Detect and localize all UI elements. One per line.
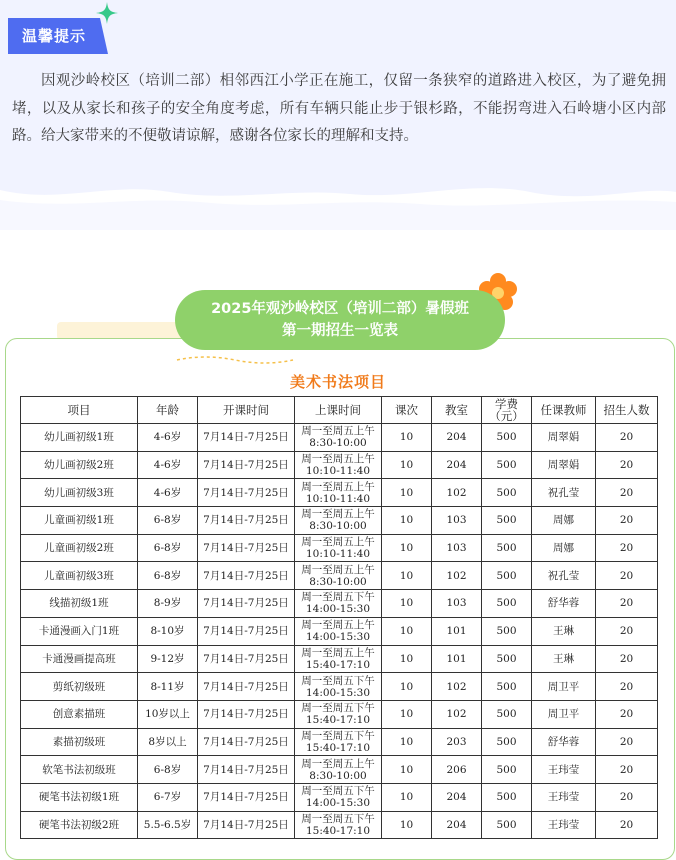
cell-project: 硬笔书法初级1班 (21, 783, 138, 811)
class-time-hours: 8:30-10:00 (309, 769, 367, 782)
cell-dates: 7月14日-7月25日 (198, 617, 295, 645)
cell-time (295, 756, 382, 784)
cell-project: 儿童画初级3班 (21, 562, 138, 590)
class-time-days: 周一至周五下午 (301, 702, 375, 715)
cell-teacher: 周娜 (532, 507, 596, 535)
cell-teacher: 王玮莹 (532, 756, 596, 784)
cell-dates: 7月14日-7月25日 (198, 756, 295, 784)
cell-sessions: 10 (382, 728, 432, 756)
class-time-days: 周一至周五上午 (301, 646, 375, 659)
cell-room: 103 (432, 534, 482, 562)
cell-project: 硬笔书法初级2班 (21, 811, 138, 839)
class-time-days: 周一至周五下午 (301, 729, 375, 742)
col-header-start-dates: 开课时间 (198, 397, 295, 424)
cell-room: 101 (432, 617, 482, 645)
cell-project: 素描初级班 (21, 728, 138, 756)
notice-tag-label: 温馨提示 (21, 27, 86, 45)
cell-dates: 7月14日-7月25日 (198, 424, 295, 452)
cell-teacher: 周娜 (532, 534, 596, 562)
cell-quota: 20 (596, 645, 658, 673)
cell-sessions: 10 (382, 617, 432, 645)
title-line-2: 第一期招生一览表 (282, 323, 398, 339)
table-row (21, 700, 658, 728)
cell-room: 204 (432, 424, 482, 452)
cell-time (295, 451, 382, 479)
cell-project: 儿童画初级2班 (21, 534, 138, 562)
cell-room: 103 (432, 507, 482, 535)
notice-tag (8, 18, 108, 54)
cell-teacher: 王玮莹 (532, 811, 596, 839)
cell-project: 儿童画初级1班 (21, 507, 138, 535)
cell-quota: 20 (596, 756, 658, 784)
cell-quota: 20 (596, 700, 658, 728)
class-time-days: 周一至周五上午 (301, 619, 375, 632)
cell-teacher: 周卫平 (532, 700, 596, 728)
cell-teacher: 舒华蓉 (532, 728, 596, 756)
cell-age: 8-10岁 (138, 617, 198, 645)
cell-quota: 20 (596, 811, 658, 839)
cell-dates: 7月14日-7月25日 (198, 783, 295, 811)
col-header-teacher: 任课教师 (532, 397, 596, 424)
cell-room: 204 (432, 811, 482, 839)
notice-panel (0, 0, 676, 215)
class-time-days: 周一至周五下午 (301, 591, 375, 604)
table-row (21, 617, 658, 645)
cell-room: 204 (432, 783, 482, 811)
cell-teacher: 舒华蓉 (532, 590, 596, 618)
cell-teacher: 周翠娟 (532, 424, 596, 452)
cell-age: 6-8岁 (138, 507, 198, 535)
table-row (21, 479, 658, 507)
cell-project: 幼儿画初级1班 (21, 424, 138, 452)
cell-dates: 7月14日-7月25日 (198, 590, 295, 618)
cell-quota: 20 (596, 562, 658, 590)
cell-room: 203 (432, 728, 482, 756)
class-time-hours: 10:10-11:40 (305, 465, 371, 478)
cell-age: 4-6岁 (138, 451, 198, 479)
cell-room: 102 (432, 700, 482, 728)
cell-time (295, 562, 382, 590)
table-row (21, 507, 658, 535)
col-header-room: 教室 (432, 397, 482, 424)
cell-quota: 20 (596, 534, 658, 562)
class-time-hours: 10:10-11:40 (305, 548, 371, 561)
cell-age: 8-11岁 (138, 673, 198, 701)
cell-room: 206 (432, 756, 482, 784)
table-row (21, 562, 658, 590)
cell-quota: 20 (596, 728, 658, 756)
cell-age: 8-9岁 (138, 590, 198, 618)
cell-project: 剪纸初级班 (21, 673, 138, 701)
cell-sessions: 10 (382, 424, 432, 452)
cell-time (295, 700, 382, 728)
title-line-1: 2025年观沙岭校区（培训二部）暑假班 (211, 301, 469, 317)
class-time-hours: 14:00-15:30 (305, 631, 371, 644)
cell-room: 101 (432, 645, 482, 673)
class-time-days: 周一至周五下午 (301, 674, 375, 687)
schedule-table (20, 396, 658, 839)
dotted-decoration (175, 352, 295, 366)
section-title: 美术书法项目 (289, 373, 386, 391)
cell-time (295, 811, 382, 839)
cell-quota: 20 (596, 424, 658, 452)
class-time-hours: 14:00-15:30 (305, 603, 371, 616)
table-row (21, 811, 658, 839)
cell-sessions: 10 (382, 451, 432, 479)
cell-teacher: 王琳 (532, 617, 596, 645)
class-time-hours: 8:30-10:00 (309, 437, 367, 450)
cell-teacher: 祝孔莹 (532, 479, 596, 507)
cell-fee: 500 (482, 479, 532, 507)
cell-fee: 500 (482, 424, 532, 452)
cell-age: 10岁以上 (138, 700, 198, 728)
cell-fee: 500 (482, 562, 532, 590)
cell-age: 6-7岁 (138, 783, 198, 811)
cell-project: 创意素描班 (21, 700, 138, 728)
cell-dates: 7月14日-7月25日 (198, 534, 295, 562)
cell-fee: 500 (482, 645, 532, 673)
cell-time (295, 479, 382, 507)
class-time-days: 周一至周五上午 (301, 453, 375, 466)
cell-room: 103 (432, 590, 482, 618)
table-row (21, 424, 658, 452)
class-time-days: 周一至周五上午 (301, 563, 375, 576)
cell-room: 102 (432, 673, 482, 701)
cell-age: 6-8岁 (138, 562, 198, 590)
cell-dates: 7月14日-7月25日 (198, 451, 295, 479)
class-time-hours: 15:40-17:10 (305, 741, 371, 754)
table-row (21, 534, 658, 562)
class-time-days: 周一至周五上午 (301, 536, 375, 549)
cell-room: 204 (432, 451, 482, 479)
table-row (21, 590, 658, 618)
cell-fee: 500 (482, 590, 532, 618)
cell-dates: 7月14日-7月25日 (198, 700, 295, 728)
cell-sessions: 10 (382, 590, 432, 618)
cell-age: 6-8岁 (138, 756, 198, 784)
table-row (21, 673, 658, 701)
cell-quota: 20 (596, 673, 658, 701)
table-row (21, 783, 658, 811)
cell-time (295, 507, 382, 535)
cell-teacher: 周翠娟 (532, 451, 596, 479)
class-time-days: 周一至周五下午 (301, 812, 375, 825)
cell-fee: 500 (482, 534, 532, 562)
class-time-hours: 14:00-15:30 (305, 797, 371, 810)
col-header-project: 项目 (21, 397, 138, 424)
cell-project: 幼儿画初级2班 (21, 451, 138, 479)
cell-sessions: 10 (382, 534, 432, 562)
cell-fee: 500 (482, 728, 532, 756)
class-time-hours: 14:00-15:30 (305, 686, 371, 699)
cell-sessions: 10 (382, 645, 432, 673)
class-time-days: 周一至周五上午 (301, 508, 375, 521)
cell-project: 线描初级1班 (21, 590, 138, 618)
cell-dates: 7月14日-7月25日 (198, 507, 295, 535)
cell-sessions: 10 (382, 700, 432, 728)
wave-divider (0, 170, 676, 230)
cell-age: 8岁以上 (138, 728, 198, 756)
cell-time (295, 534, 382, 562)
class-time-hours: 15:40-17:10 (305, 658, 371, 671)
cell-quota: 20 (596, 451, 658, 479)
cell-dates: 7月14日-7月25日 (198, 562, 295, 590)
class-time-days: 周一至周五下午 (301, 785, 375, 798)
class-time-hours: 8:30-10:00 (309, 520, 367, 533)
sparkle-icon (96, 2, 118, 24)
cell-quota: 20 (596, 507, 658, 535)
class-time-hours: 15:40-17:10 (305, 714, 371, 727)
cell-sessions: 10 (382, 811, 432, 839)
col-header-quota: 招生人数 (596, 397, 658, 424)
cell-dates: 7月14日-7月25日 (198, 479, 295, 507)
class-time-days: 周一至周五上午 (301, 480, 375, 493)
cell-teacher: 王玮莹 (532, 783, 596, 811)
cell-project: 卡通漫画入门1班 (21, 617, 138, 645)
col-header-class-time: 上课时间 (295, 397, 382, 424)
class-time-hours: 10:10-11:40 (305, 492, 371, 505)
cell-quota: 20 (596, 590, 658, 618)
cell-project: 软笔书法初级班 (21, 756, 138, 784)
cell-sessions: 10 (382, 783, 432, 811)
cell-sessions: 10 (382, 479, 432, 507)
cell-project: 卡通漫画提高班 (21, 645, 138, 673)
cell-age: 6-8岁 (138, 534, 198, 562)
class-time-hours: 8:30-10:00 (309, 575, 367, 588)
enrollment-title (175, 290, 505, 350)
table-body (21, 424, 658, 839)
cell-fee: 500 (482, 783, 532, 811)
class-time-hours: 15:40-17:10 (305, 824, 371, 837)
cell-fee: 500 (482, 811, 532, 839)
cell-time (295, 617, 382, 645)
cell-time (295, 590, 382, 618)
cell-dates: 7月14日-7月25日 (198, 728, 295, 756)
cell-fee: 500 (482, 617, 532, 645)
cell-time (295, 673, 382, 701)
table-row (21, 645, 658, 673)
cell-sessions: 10 (382, 507, 432, 535)
cell-dates: 7月14日-7月25日 (198, 811, 295, 839)
cell-room: 102 (432, 479, 482, 507)
cell-fee: 500 (482, 507, 532, 535)
cell-sessions: 10 (382, 562, 432, 590)
cell-age: 4-6岁 (138, 424, 198, 452)
cell-room: 102 (432, 562, 482, 590)
col-header-age: 年龄 (138, 397, 198, 424)
col-header-sessions: 课次 (382, 397, 432, 424)
cell-age: 5.5-6.5岁 (138, 811, 198, 839)
cell-time (295, 783, 382, 811)
cell-dates: 7月14日-7月25日 (198, 645, 295, 673)
cell-time (295, 645, 382, 673)
cell-teacher: 周卫平 (532, 673, 596, 701)
cell-fee: 500 (482, 673, 532, 701)
cell-quota: 20 (596, 783, 658, 811)
table-header-row (21, 397, 658, 424)
class-time-days: 周一至周五上午 (301, 425, 375, 438)
class-time-days: 周一至周五上午 (301, 757, 375, 770)
cell-teacher: 王琳 (532, 645, 596, 673)
cell-time (295, 728, 382, 756)
cell-sessions: 10 (382, 673, 432, 701)
table-row (21, 756, 658, 784)
cell-dates: 7月14日-7月25日 (198, 673, 295, 701)
cell-fee: 500 (482, 756, 532, 784)
cell-age: 4-6岁 (138, 479, 198, 507)
table-row (21, 451, 658, 479)
cell-quota: 20 (596, 479, 658, 507)
cell-project: 幼儿画初级3班 (21, 479, 138, 507)
cell-fee: 500 (482, 451, 532, 479)
cell-fee: 500 (482, 700, 532, 728)
cell-sessions: 10 (382, 756, 432, 784)
cell-time (295, 424, 382, 452)
notice-paragraph: 因观沙岭校区（培训二部）相邻西江小学正在施工，仅留一条狭窄的道路进入校区，为了避免拥堵，以及从家长和孩子的安全角度考虑，所有车辆只能止步于银杉路，不能拐弯进入石岭塘小区内部路。给大家带来的不便敬请谅解，感谢各位家长的理解和支持。 (12, 73, 666, 144)
cell-teacher: 祝孔莹 (532, 562, 596, 590)
col-header-fee: 学费（元） (482, 397, 532, 424)
cell-quota: 20 (596, 617, 658, 645)
cell-age: 9-12岁 (138, 645, 198, 673)
table-row (21, 728, 658, 756)
